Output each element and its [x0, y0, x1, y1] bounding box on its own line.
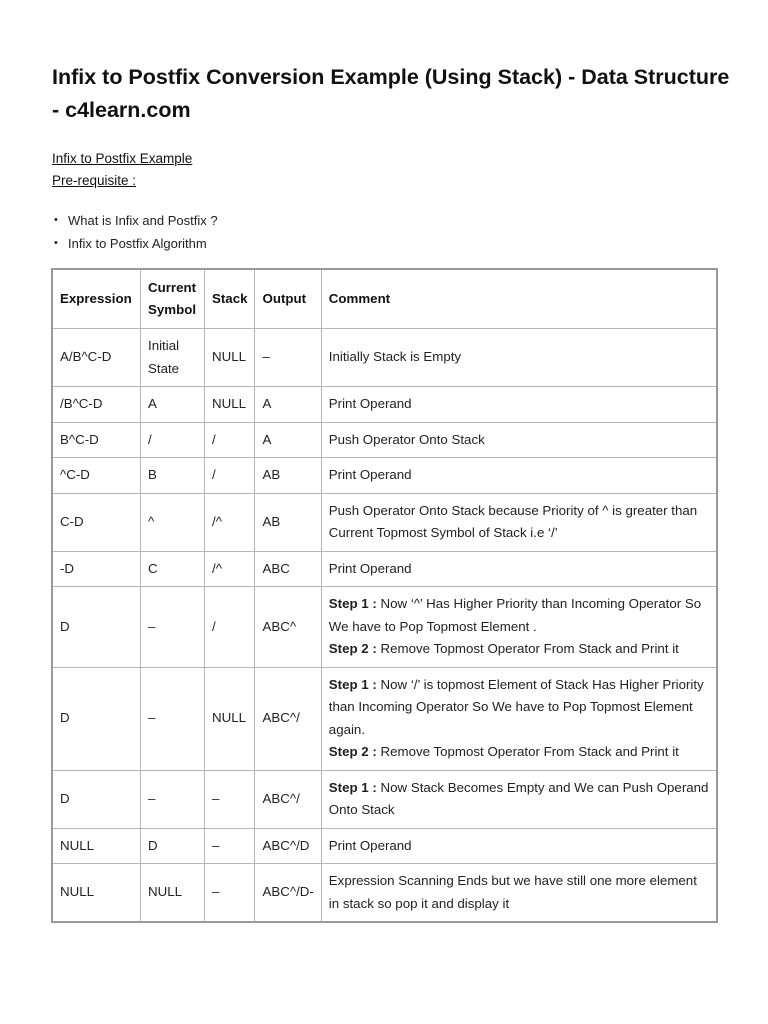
cell-expression: NULL: [52, 828, 141, 864]
cell-symbol: B: [141, 458, 205, 494]
cell-comment: Print Operand: [321, 551, 717, 587]
cell-comment: Expression Scanning Ends but we have still one more element in stack so pop it and display it: [321, 864, 717, 923]
cell-symbol: NULL: [141, 864, 205, 923]
cell-stack: /: [205, 458, 255, 494]
table-row: [52, 864, 717, 923]
cell-stack: –: [205, 770, 255, 828]
cell-output: ABC^/: [255, 667, 321, 770]
cell-comment: [321, 770, 717, 828]
cell-comment: Push Operator Onto Stack: [321, 422, 717, 458]
cell-output: AB: [255, 458, 321, 494]
cell-symbol: ^: [141, 493, 205, 551]
cell-symbol: A: [141, 387, 205, 423]
cell-symbol: /: [141, 422, 205, 458]
cell-stack: /^: [205, 493, 255, 551]
cell-symbol: –: [141, 770, 205, 828]
step-label: Step 1 :: [328, 596, 377, 611]
header-stack: Stack: [205, 269, 255, 329]
cell-expression: NULL: [52, 864, 141, 923]
header-output: Output: [255, 269, 321, 329]
prerequisite-list: [52, 209, 218, 255]
cell-stack: /: [205, 587, 255, 668]
table-row: [52, 551, 717, 587]
cell-output: ABC^/D: [255, 828, 321, 864]
cell-output: A: [255, 422, 321, 458]
cell-expression: A/B^C-D: [52, 329, 141, 387]
step-text: Remove Topmost Operator From Stack and Print it: [380, 744, 679, 759]
step-label: Step 2 :: [328, 744, 377, 759]
cell-expression: D: [52, 667, 141, 770]
step-label: Step 1 :: [328, 779, 377, 795]
cell-expression: D: [52, 770, 141, 828]
cell-expression: B^C-D: [52, 422, 141, 458]
table-row: [52, 493, 717, 551]
cell-comment: [321, 587, 717, 668]
cell-output: ABC: [255, 551, 321, 587]
cell-output: A: [255, 387, 321, 423]
cell-expression: D: [52, 587, 141, 668]
cell-stack: NULL: [205, 667, 255, 770]
cell-expression: -D: [52, 551, 141, 587]
cell-symbol: D: [141, 828, 205, 864]
cell-comment: [321, 667, 717, 770]
cell-output: ABC^/: [255, 770, 321, 828]
table-row: [52, 329, 717, 387]
example-subheading: Infix to Postfix Example: [52, 151, 193, 166]
table-row: [52, 770, 717, 828]
cell-output: –: [255, 329, 321, 387]
table-header-row: [52, 269, 717, 329]
cell-symbol: C: [141, 551, 205, 587]
conversion-table: [51, 268, 718, 923]
table-row: [52, 828, 717, 864]
step-label: Step 1 :: [328, 676, 377, 692]
cell-output: AB: [255, 493, 321, 551]
cell-comment: Print Operand: [321, 828, 717, 864]
cell-symbol: Initial State: [141, 329, 205, 387]
list-item: • Infix to Postfix Algorithm: [52, 232, 218, 255]
cell-output: ABC^: [255, 587, 321, 668]
table-row: [52, 587, 717, 668]
step-text: Now ‘^’ Has Higher Priority than Incoming Operator So We have to Pop Topmost Element .: [328, 596, 702, 634]
prerequisite-subheading: Pre-requisite :: [52, 173, 137, 188]
cell-expression: C-D: [52, 493, 141, 551]
cell-comment: Print Operand: [321, 458, 717, 494]
page-title: Infix to Postfix Conversion Example (Using Stack) - Data Structure - c4learn.com: [52, 65, 730, 122]
header-current-symbol: Current Symbol: [141, 269, 205, 329]
table-row: [52, 667, 717, 770]
step-label: Step 2 :: [328, 641, 377, 656]
table-row: [52, 422, 717, 458]
step-text: Now Stack Becomes Empty and We can Push Operand Onto Stack: [328, 779, 709, 817]
cell-stack: NULL: [205, 387, 255, 423]
header-expression: Expression: [52, 269, 141, 329]
table-row: [52, 458, 717, 494]
cell-stack: NULL: [205, 329, 255, 387]
cell-symbol: –: [141, 587, 205, 668]
cell-stack: /: [205, 422, 255, 458]
cell-stack: –: [205, 864, 255, 923]
cell-output: ABC^/D-: [255, 864, 321, 923]
table-row: [52, 387, 717, 423]
cell-stack: –: [205, 828, 255, 864]
cell-comment: Push Operator Onto Stack because Priority of ^ is greater than Current Topmost Symbol of Stack i.e ‘/’: [321, 493, 717, 551]
cell-expression: /B^C-D: [52, 387, 141, 423]
cell-comment: Print Operand: [321, 387, 717, 423]
cell-expression: ^C-D: [52, 458, 141, 494]
cell-stack: /^: [205, 551, 255, 587]
list-item: • What is Infix and Postfix ?: [52, 209, 218, 232]
step-text: Now ‘/’ is topmost Element of Stack Has Higher Priority than Incoming Operator So We have to Pop Topmost Element again.: [328, 676, 704, 737]
cell-symbol: –: [141, 667, 205, 770]
header-comment: Comment: [321, 269, 717, 329]
step-text: Remove Topmost Operator From Stack and Print it: [380, 641, 679, 656]
cell-comment: Initially Stack is Empty: [321, 329, 717, 387]
